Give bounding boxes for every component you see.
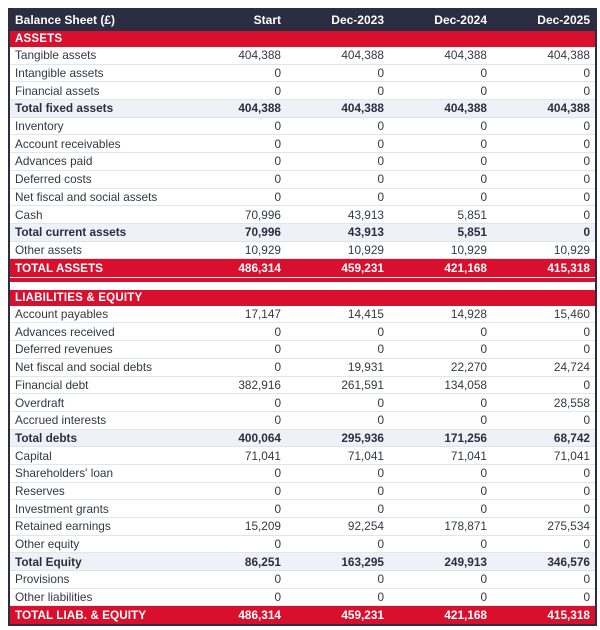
table-row-retained-earnings — [10, 518, 595, 536]
row-label: Cash — [15, 207, 43, 222]
table-row-shareholders-loan — [10, 465, 595, 483]
table-row-advances-paid — [10, 153, 595, 171]
table-body — [10, 31, 595, 624]
row-value: 0 — [480, 537, 487, 552]
row-value: 14,928 — [450, 307, 487, 322]
table-row-total-assets — [10, 259, 595, 277]
row-value: 0 — [583, 590, 590, 605]
row-value: 0 — [274, 66, 281, 81]
row-label: Total debts — [15, 430, 78, 445]
section-header-assets — [10, 31, 595, 47]
row-value: 0 — [377, 66, 384, 81]
row-value: 0 — [377, 483, 384, 498]
row-value: 0 — [274, 395, 281, 410]
table-row-account-receivables — [10, 135, 595, 153]
table-row-other-assets — [10, 242, 595, 260]
row-value: 421,168 — [444, 608, 487, 623]
row-value: 0 — [274, 324, 281, 339]
row-value: 0 — [480, 395, 487, 410]
row-value: 0 — [274, 537, 281, 552]
row-value: 0 — [377, 154, 384, 169]
row-value: 0 — [583, 172, 590, 187]
row-value: 0 — [274, 172, 281, 187]
row-value: 10,929 — [553, 242, 590, 257]
row-value: 0 — [377, 466, 384, 481]
row-label: Provisions — [15, 572, 70, 587]
row-value: 0 — [583, 83, 590, 98]
row-value: 421,168 — [444, 261, 487, 275]
row-label: Other equity — [15, 537, 80, 552]
row-value: 68,742 — [553, 430, 590, 445]
row-label: Deferred costs — [15, 172, 92, 187]
section-header-label: ASSETS — [15, 33, 63, 45]
row-label: Investment grants — [15, 501, 109, 516]
row-value: 404,388 — [444, 101, 487, 116]
row-value: 0 — [583, 413, 590, 428]
table-row-financial-debt — [10, 377, 595, 395]
row-value: 346,576 — [547, 554, 590, 569]
row-value: 0 — [480, 413, 487, 428]
row-label: Shareholders' loan — [15, 466, 114, 481]
table-row-other-equity — [10, 536, 595, 554]
row-value: 0 — [583, 466, 590, 481]
row-value: 0 — [377, 324, 384, 339]
row-value: 71,041 — [553, 448, 590, 463]
row-value: 0 — [274, 360, 281, 375]
table-row-reserves — [10, 483, 595, 501]
row-value: 5,851 — [457, 225, 487, 240]
row-value: 70,996 — [244, 225, 281, 240]
table-row-financial-assets — [10, 82, 595, 100]
table-row-total-current-assets — [10, 224, 595, 242]
row-value: 382,916 — [238, 377, 281, 392]
row-value: 0 — [274, 119, 281, 134]
row-value: 71,041 — [450, 448, 487, 463]
row-label: Capital — [15, 448, 52, 463]
row-value: 404,388 — [444, 48, 487, 63]
row-value: 0 — [583, 377, 590, 392]
table-row-cash — [10, 206, 595, 224]
row-value: 14,415 — [347, 307, 384, 322]
row-value: 10,929 — [347, 242, 384, 257]
row-label: Other liabilities — [15, 590, 93, 605]
row-value: 249,913 — [444, 554, 487, 569]
row-value: 0 — [377, 590, 384, 605]
row-value: 0 — [274, 154, 281, 169]
row-value: 486,314 — [238, 608, 281, 623]
row-value: 0 — [583, 483, 590, 498]
row-value: 486,314 — [238, 261, 281, 275]
row-value: 70,996 — [244, 207, 281, 222]
table-header-row — [10, 8, 595, 31]
row-value: 404,388 — [547, 101, 590, 116]
row-value: 43,913 — [347, 207, 384, 222]
table-row-other-liabilities — [10, 589, 595, 607]
row-value: 86,251 — [244, 554, 281, 569]
row-value: 0 — [377, 413, 384, 428]
row-value: 0 — [274, 189, 281, 204]
row-value: 0 — [274, 83, 281, 98]
row-value: 404,388 — [547, 48, 590, 63]
table-row-deferred-costs — [10, 171, 595, 189]
row-value: 0 — [480, 342, 487, 357]
column-header-dec-2023: Dec-2023 — [331, 12, 384, 27]
row-label: Retained earnings — [15, 519, 111, 534]
row-value: 0 — [583, 189, 590, 204]
table-row-capital — [10, 447, 595, 465]
row-label: TOTAL ASSETS — [15, 261, 104, 275]
row-value: 0 — [480, 66, 487, 81]
row-value: 22,270 — [450, 360, 487, 375]
row-value: 10,929 — [450, 242, 487, 257]
row-value: 415,318 — [547, 608, 590, 623]
table-row-total-liab-equity — [10, 606, 595, 624]
row-label: Advances received — [15, 324, 115, 339]
row-label: Overdraft — [15, 395, 65, 410]
row-value: 261,591 — [341, 377, 384, 392]
row-value: 0 — [274, 572, 281, 587]
row-value: 0 — [377, 119, 384, 134]
row-value: 0 — [583, 154, 590, 169]
table-title: Balance Sheet (£) — [15, 12, 116, 27]
row-value: 0 — [377, 172, 384, 187]
table-row-provisions — [10, 571, 595, 589]
row-value: 0 — [480, 172, 487, 187]
row-value: 71,041 — [244, 448, 281, 463]
row-value: 459,231 — [341, 608, 384, 623]
table-row-deferred-revenues — [10, 341, 595, 359]
row-value: 0 — [377, 189, 384, 204]
row-value: 0 — [480, 501, 487, 516]
row-value: 0 — [274, 466, 281, 481]
table-row-total-equity — [10, 553, 595, 571]
section-header-label: LIABILITIES & EQUITY — [15, 291, 143, 304]
row-label: Net fiscal and social debts — [15, 360, 153, 375]
row-value: 0 — [274, 483, 281, 498]
row-label: Accrued interests — [15, 413, 107, 428]
row-value: 0 — [274, 342, 281, 357]
column-header-dec-2025: Dec-2025 — [537, 12, 590, 27]
row-value: 0 — [583, 66, 590, 81]
table-row-net-fiscal-and-social-assets — [10, 189, 595, 207]
row-value: 0 — [480, 83, 487, 98]
row-value: 0 — [274, 413, 281, 428]
table-row-advances-received — [10, 323, 595, 341]
row-label: Reserves — [15, 483, 65, 498]
row-value: 163,295 — [341, 554, 384, 569]
row-value: 0 — [377, 501, 384, 516]
row-label: Deferred revenues — [15, 342, 113, 357]
table-row-total-fixed-assets — [10, 100, 595, 118]
row-label: Account payables — [15, 307, 109, 322]
row-value: 0 — [583, 342, 590, 357]
table-row-account-payables — [10, 306, 595, 324]
balance-sheet-table — [8, 8, 597, 626]
row-value: 404,388 — [341, 48, 384, 63]
row-value: 0 — [480, 324, 487, 339]
row-value: 0 — [377, 395, 384, 410]
row-value: 0 — [480, 572, 487, 587]
table-row-total-debts — [10, 430, 595, 448]
row-value: 0 — [480, 483, 487, 498]
table-row-accrued-interests — [10, 412, 595, 430]
column-header-start: Start — [253, 12, 281, 27]
row-value: 10,929 — [244, 242, 281, 257]
row-value: 24,724 — [553, 360, 590, 375]
row-label: Total Equity — [15, 554, 82, 569]
row-value: 43,913 — [347, 225, 384, 240]
section-header-liabilities-equity — [10, 290, 595, 306]
row-value: 275,534 — [547, 519, 590, 534]
table-row-overdraft — [10, 394, 595, 412]
row-label: Inventory — [15, 119, 64, 134]
row-value: 17,147 — [244, 307, 281, 322]
row-label: Total current assets — [15, 225, 127, 240]
row-value: 171,256 — [444, 430, 487, 445]
row-value: 0 — [480, 119, 487, 134]
row-label: Financial debt — [15, 377, 89, 392]
row-value: 0 — [480, 590, 487, 605]
row-value: 0 — [480, 466, 487, 481]
row-value: 134,058 — [444, 377, 487, 392]
row-label: TOTAL LIAB. & EQUITY — [15, 608, 147, 623]
row-value: 92,254 — [347, 519, 384, 534]
row-value: 404,388 — [238, 101, 281, 116]
table-row-inventory — [10, 118, 595, 136]
row-value: 295,936 — [341, 430, 384, 445]
row-value: 0 — [583, 225, 590, 240]
row-value: 0 — [377, 136, 384, 151]
row-value: 0 — [583, 119, 590, 134]
column-header-dec-2024: Dec-2024 — [434, 12, 487, 27]
row-value: 0 — [480, 189, 487, 204]
row-value: 415,318 — [547, 261, 590, 275]
row-value: 5,851 — [457, 207, 487, 222]
row-label: Financial assets — [15, 83, 100, 98]
section-divider-gap — [10, 282, 595, 290]
row-value: 404,388 — [238, 48, 281, 63]
row-value: 0 — [480, 154, 487, 169]
row-label: Other assets — [15, 242, 82, 257]
table-row-intangible-assets — [10, 65, 595, 83]
row-value: 0 — [377, 537, 384, 552]
row-value: 0 — [583, 572, 590, 587]
row-label: Tangible assets — [15, 48, 97, 63]
row-value: 15,209 — [244, 519, 281, 534]
row-value: 0 — [583, 501, 590, 516]
row-label: Account receivables — [15, 136, 121, 151]
row-value: 0 — [583, 537, 590, 552]
row-value: 459,231 — [341, 261, 384, 275]
row-value: 0 — [377, 572, 384, 587]
row-value: 71,041 — [347, 448, 384, 463]
row-label: Net fiscal and social assets — [15, 189, 158, 204]
row-value: 400,064 — [238, 430, 281, 445]
row-value: 0 — [377, 342, 384, 357]
row-value: 0 — [274, 501, 281, 516]
row-value: 0 — [377, 83, 384, 98]
row-value: 0 — [274, 136, 281, 151]
row-value: 19,931 — [347, 360, 384, 375]
row-value: 178,871 — [444, 519, 487, 534]
row-value: 0 — [274, 590, 281, 605]
row-value: 0 — [480, 136, 487, 151]
row-value: 0 — [583, 136, 590, 151]
row-value: 15,460 — [553, 307, 590, 322]
row-label: Advances paid — [15, 154, 93, 169]
row-value: 0 — [583, 207, 590, 222]
row-label: Total fixed assets — [15, 101, 114, 116]
table-row-investment-grants — [10, 500, 595, 518]
table-row-net-fiscal-and-social-debts — [10, 359, 595, 377]
row-value: 404,388 — [341, 101, 384, 116]
row-label: Intangible assets — [15, 66, 104, 81]
row-value: 28,558 — [553, 395, 590, 410]
table-row-tangible-assets — [10, 47, 595, 65]
row-value: 0 — [583, 324, 590, 339]
